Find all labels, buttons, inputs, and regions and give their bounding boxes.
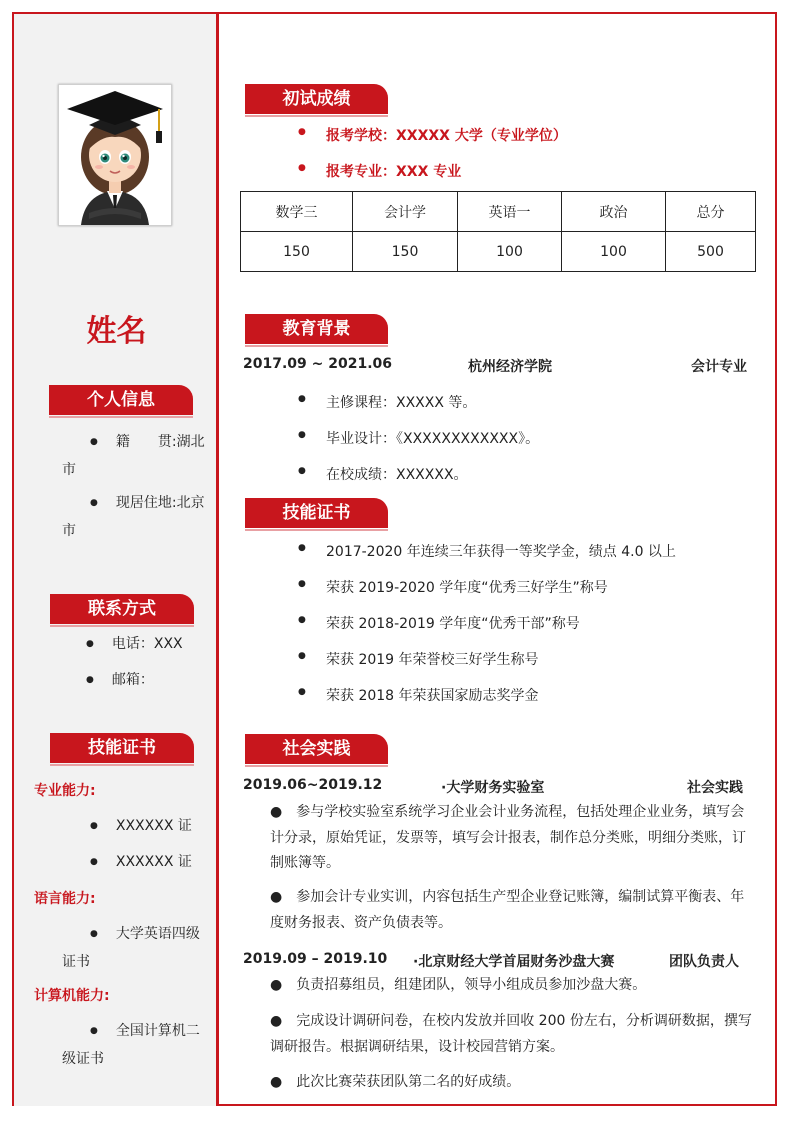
bullet-icon <box>90 854 116 870</box>
bullet-icon <box>86 672 112 688</box>
practice-desc: ● 参加会计专业实训，内容包括生产型企业登记账簿，编制试算平衡表、年度财务报表、资产负债表等。 <box>270 889 745 931</box>
education-item: ● 在校成绩：XXXXXX。 <box>300 464 468 484</box>
education-major: 会计专业 <box>691 359 747 375</box>
score-cell: 100 <box>458 232 562 272</box>
computer-label: 计算机能力: <box>34 988 110 1004</box>
cert-item: ● 荣获 2018 年荣获国家励志奖学金 <box>300 685 539 705</box>
certs-heading: 技能证书 <box>245 498 388 528</box>
header-cell: 总分 <box>666 192 756 232</box>
hometown-item: ● 籍 贯:湖北 市 <box>62 429 214 483</box>
score-table <box>240 191 756 272</box>
personal-info-heading: 个人信息 <box>49 385 193 415</box>
score-cell: 100 <box>562 232 666 272</box>
target-major: ● 报考专业：XXX 专业 <box>300 161 461 181</box>
education-school: 杭州经济学院 <box>468 359 552 375</box>
avatar <box>58 84 172 226</box>
education-heading: 教育背景 <box>245 314 388 344</box>
practice-desc: ● 完成设计调研问卷，在校内发放并回收 200 份左右，分析调研数据，撰写调研报告。根据调研结果，设计校园营销方案。 <box>270 1013 752 1055</box>
professional-cert-1: ● XXXXXX 证 <box>90 813 192 841</box>
phone-item: ● 电话：XXX <box>86 631 183 659</box>
score-cell: 150 <box>241 232 353 272</box>
practice-desc: ● 此次比赛荣获团队第二名的好成绩。 <box>270 1074 521 1090</box>
education-period: 2017.09 ~ 2021.06 <box>243 356 393 372</box>
bullet-icon <box>90 1023 116 1039</box>
target-school: ● 报考学校：XXXXX 大学（专业学位） <box>300 125 567 145</box>
practice-period: 2019.06~2019.12 <box>243 777 383 793</box>
education-item: ● 毕业设计：《XXXXXXXXXXXX》。 <box>300 428 539 448</box>
exam-heading: 初试成绩 <box>245 84 388 114</box>
practice-period: 2019.09 – 2019.10 <box>243 951 388 967</box>
bullet-icon <box>90 926 116 942</box>
professional-cert-2: ● XXXXXX 证 <box>90 849 192 877</box>
practice-heading: 社会实践 <box>245 734 388 764</box>
header-cell: 英语一 <box>458 192 562 232</box>
avatar-illustration <box>59 85 171 225</box>
person-name: 姓名 <box>86 314 147 349</box>
practice-role: 团队负责人 <box>669 954 739 970</box>
education-item: ● 主修课程：XXXXX 等。 <box>300 392 476 412</box>
cert-item: ● 2017-2020 年连续三年获得一等奖学金，绩点 4.0 以上 <box>300 541 676 561</box>
practice-org: ·北京财经大学首届财务沙盘大赛 <box>413 954 615 970</box>
sidebar-skills-heading: 技能证书 <box>50 733 194 763</box>
cert-item: ● 荣获 2019 年荣誉校三好学生称号 <box>300 649 539 669</box>
bullet-icon <box>86 636 112 652</box>
residence-item: ● 现居住地:北京 市 <box>62 490 214 544</box>
computer-cert: ● 全国计算机二 级证书 <box>62 1018 214 1072</box>
practice-org: ·大学财务实验室 <box>441 780 545 796</box>
professional-label: 专业能力: <box>34 783 96 799</box>
bullet-icon <box>90 818 116 834</box>
header-cell: 数学三 <box>241 192 353 232</box>
score-table-header <box>241 192 756 232</box>
header-cell: 会计学 <box>353 192 458 232</box>
practice-desc: ● 负责招募组员，组建团队，领导小组成员参加沙盘大赛。 <box>270 977 647 993</box>
language-label: 语言能力: <box>34 891 96 907</box>
contact-heading: 联系方式 <box>50 594 194 624</box>
score-cell: 500 <box>666 232 756 272</box>
score-table-row <box>241 232 756 272</box>
practice-role: 社会实践 <box>687 780 743 796</box>
score-cell: 150 <box>353 232 458 272</box>
practice-desc: ● 参与学校实验室系统学习企业会计业务流程，包括处理企业业务，填写会计分录，原始凭证，发票等，填写会计报表，制作总分类账，明细分类账，订制账簿等。 <box>270 804 746 871</box>
cert-item: ● 荣获 2019-2020 学年度“优秀三好学生”称号 <box>300 577 608 597</box>
bullet-icon <box>90 434 116 450</box>
email-item: ● 邮箱： <box>86 667 154 695</box>
cert-item: ● 荣获 2018-2019 学年度“优秀干部”称号 <box>300 613 580 633</box>
header-cell: 政治 <box>562 192 666 232</box>
language-cert: ● 大学英语四级 证书 <box>62 921 214 975</box>
bullet-icon <box>90 495 116 511</box>
